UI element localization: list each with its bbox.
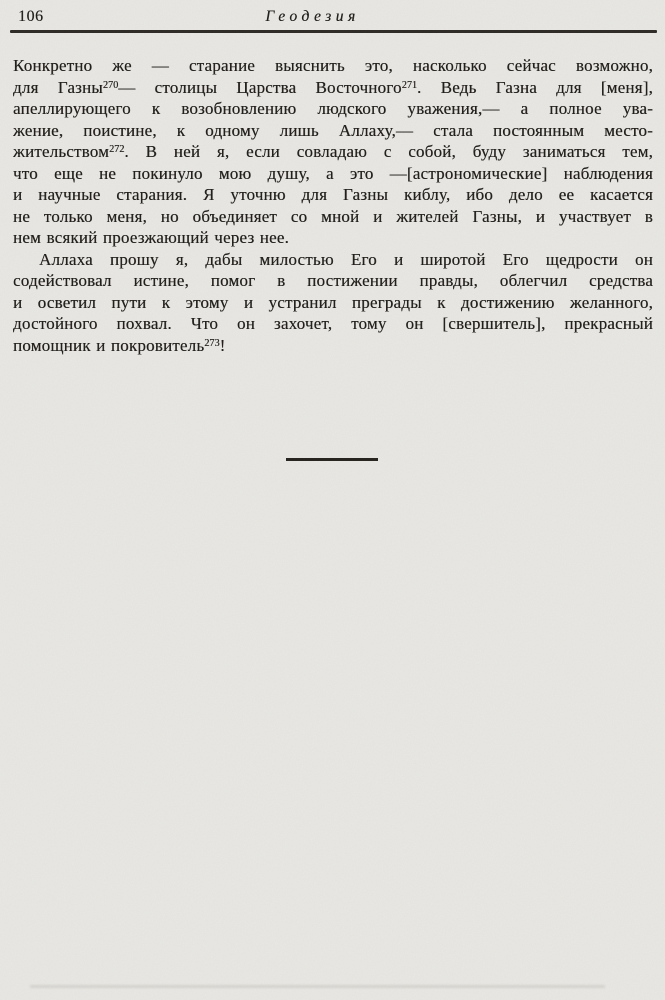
text-line: жительством$^{272}$. В ней я, если совладаю с собой, буду заниматься тем, <box>13 142 653 161</box>
text-line: не только меня, но объединяет со мной и жителей Газны, и участвует в <box>13 206 653 226</box>
text-line: что еще не покинуло мою душу, а это —[астрономические] наблюдения <box>13 163 653 183</box>
body-text <box>13 55 653 356</box>
text-line: содействовал истине, помог в постижении правды, облегчил средства <box>13 271 653 290</box>
text-line: жение, поистине, к одному лишь Аллаху,— стала постоянным место- <box>13 120 653 140</box>
section-divider <box>286 458 378 461</box>
footnote-marker: 272 <box>109 144 125 156</box>
text-line: для Газны$^{270}$— столицы Царства Восточного$^{271}$. Ведь Газна для [меня], <box>13 77 654 97</box>
text-line: Аллаха прошу я, дабы милостью Его и широтой Его щедрости он <box>39 249 653 269</box>
text-line: Конкретно же — старание выяснить это, насколько сейчас возможно, <box>13 56 653 75</box>
text-line: апеллирующего к возобновлению людского уважения,— а полное ува- <box>13 99 653 118</box>
footnote-marker: 270 <box>102 79 119 91</box>
footnote-marker: 273 <box>204 337 220 349</box>
footnote-marker: 271 <box>401 79 417 91</box>
text-line: помощник и покровитель$^{273}$! <box>13 335 226 355</box>
scan-smudge <box>30 985 605 988</box>
text-line: и осветил пути к этому и устранил преграды к достижению желанного, <box>13 292 653 312</box>
text-line: и научные старания. Я уточню для Газны киблу, ибо дело ее касается <box>13 185 653 204</box>
header-rule <box>10 30 657 33</box>
running-title: Геодезия <box>265 8 360 25</box>
page-header <box>0 6 665 28</box>
text-line: достойного похвал. Что он захочет, тому он [свершитель], прекрасный <box>13 314 653 333</box>
text-line: нем всякий проезжающий через нее. <box>13 228 289 247</box>
page-number: 106 <box>18 8 44 25</box>
